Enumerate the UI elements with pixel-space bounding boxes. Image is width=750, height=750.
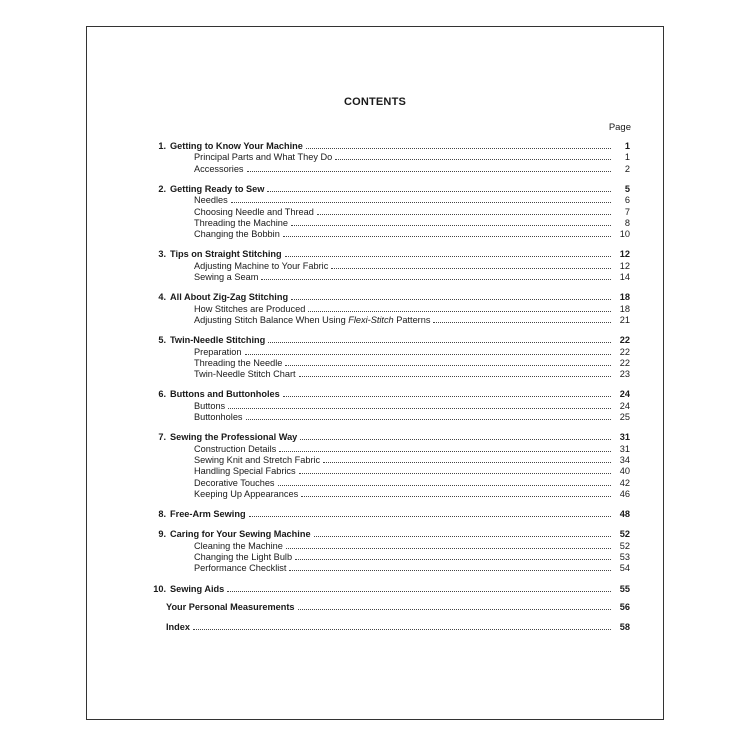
section-3-item-1-label: Adjusting Machine to Your Fabric bbox=[194, 260, 329, 271]
section-9-label: 9. Caring for Your Sewing Machine bbox=[158, 529, 311, 540]
section-3-number: 3. bbox=[158, 249, 166, 260]
dot-leader bbox=[283, 227, 611, 237]
dot-leader bbox=[291, 290, 611, 300]
extra-1-page: 56 bbox=[619, 602, 630, 613]
section-7-item-2 bbox=[194, 453, 630, 465]
section-5-item-3-page: 23 bbox=[619, 369, 630, 380]
section-7-page: 31 bbox=[619, 432, 630, 443]
section-9-item-1 bbox=[194, 539, 630, 551]
section-7-item-4-page: 42 bbox=[619, 477, 630, 488]
extra-2-label: Index bbox=[166, 622, 190, 633]
section-7-item-2-label: Sewing Knit and Stretch Fabric bbox=[194, 454, 321, 465]
dot-leader bbox=[295, 550, 611, 560]
document-page bbox=[86, 26, 664, 720]
page-column-header: Page bbox=[608, 122, 631, 133]
section-10 bbox=[153, 582, 630, 594]
section-4-label: 4. All About Zig-Zag Stitching bbox=[158, 292, 289, 303]
section-1-page: 1 bbox=[624, 141, 630, 151]
dot-leader bbox=[231, 193, 611, 203]
section-9-item-3-page: 54 bbox=[619, 563, 630, 574]
section-1-item-1-label: Principal Parts and What They Do bbox=[194, 152, 333, 163]
section-6 bbox=[158, 387, 630, 400]
section-6-item-1 bbox=[194, 399, 630, 411]
section-4-number: 4. bbox=[158, 292, 166, 303]
dot-leader bbox=[261, 270, 611, 280]
section-7 bbox=[158, 430, 630, 443]
dot-leader bbox=[291, 216, 611, 226]
section-4-item-2-page: 21 bbox=[619, 314, 630, 325]
section-3-item-2-label: Sewing a Seam bbox=[194, 272, 259, 282]
section-3-item-2 bbox=[194, 270, 630, 282]
section-4-item-1-page: 18 bbox=[619, 303, 630, 314]
dot-leader bbox=[317, 205, 611, 215]
section-1-item-2-page: 2 bbox=[624, 163, 630, 174]
section-2-item-4 bbox=[194, 227, 630, 239]
extra-1 bbox=[166, 600, 630, 612]
section-6-item-1-page: 24 bbox=[619, 400, 630, 411]
section-1-item-1 bbox=[194, 150, 630, 162]
dot-leader bbox=[298, 600, 612, 610]
dot-leader bbox=[286, 539, 611, 549]
section-2-item-1-label: Needles bbox=[194, 195, 228, 206]
section-1-item-1-page: 1 bbox=[624, 152, 630, 163]
section-2-page: 5 bbox=[624, 183, 630, 194]
dot-leader bbox=[335, 150, 611, 160]
section-6-item-2-page: 25 bbox=[619, 412, 630, 422]
section-6-page: 24 bbox=[619, 389, 630, 400]
section-8-page: 48 bbox=[619, 509, 630, 520]
section-7-item-3-page: 40 bbox=[619, 466, 630, 477]
section-1 bbox=[158, 139, 630, 151]
section-7-item-4-label: Decorative Touches bbox=[194, 477, 275, 488]
section-5-item-1 bbox=[194, 345, 630, 357]
dot-leader bbox=[278, 476, 611, 486]
section-5-item-2-label: Threading the Needle bbox=[194, 357, 283, 368]
section-8 bbox=[158, 507, 630, 520]
section-3-page: 12 bbox=[619, 249, 630, 260]
section-7-label: 7. Sewing the Professional Way bbox=[158, 432, 298, 443]
dot-leader bbox=[314, 527, 611, 537]
section-4-item-2 bbox=[194, 313, 630, 325]
dot-leader bbox=[228, 399, 611, 409]
section-5-item-3 bbox=[194, 367, 630, 379]
section-1-item-2 bbox=[194, 162, 630, 174]
section-7-item-3 bbox=[194, 464, 630, 476]
section-10-label: 10. Sewing Aids bbox=[153, 583, 225, 594]
section-7-number: 7. bbox=[158, 432, 166, 443]
section-9-item-2-page: 53 bbox=[619, 552, 630, 562]
dot-leader bbox=[433, 313, 611, 323]
section-2-item-1-page: 6 bbox=[624, 195, 630, 206]
section-1-label: 1. Getting to Know Your Machine bbox=[158, 141, 303, 151]
section-3-item-2-page: 14 bbox=[619, 272, 630, 282]
dot-leader bbox=[306, 139, 611, 149]
section-7-item-1 bbox=[194, 442, 630, 454]
section-3-item-1-page: 12 bbox=[619, 260, 630, 271]
section-10-page: 55 bbox=[619, 583, 630, 594]
section-7-item-1-label: Construction Details bbox=[194, 443, 277, 454]
section-7-item-1-page: 31 bbox=[619, 443, 630, 454]
section-4-item-1 bbox=[194, 302, 630, 314]
section-2-item-3-page: 8 bbox=[624, 217, 630, 228]
section-9-page: 52 bbox=[619, 529, 630, 540]
dot-leader bbox=[279, 442, 611, 452]
section-8-number: 8. bbox=[158, 509, 166, 520]
section-9-item-2-label: Changing the Light Bulb bbox=[194, 552, 293, 562]
section-4-item-2-label: Adjusting Stitch Balance When Using Flexi-Stitch Patterns bbox=[194, 314, 431, 325]
section-5 bbox=[158, 333, 630, 346]
extra-2 bbox=[166, 620, 630, 632]
dot-leader bbox=[245, 345, 612, 355]
section-4-item-1-label: How Stitches are Produced bbox=[194, 303, 306, 314]
section-1-number: 1. bbox=[158, 141, 166, 151]
dot-leader bbox=[247, 162, 611, 172]
section-7-item-2-page: 34 bbox=[619, 454, 630, 465]
dot-leader bbox=[227, 582, 611, 592]
section-5-item-2 bbox=[194, 356, 630, 368]
dot-leader bbox=[285, 247, 611, 257]
extra-2-page: 58 bbox=[619, 622, 630, 633]
section-8-label: 8. Free-Arm Sewing bbox=[158, 509, 246, 520]
section-9-item-2 bbox=[194, 550, 630, 562]
section-2-item-1 bbox=[194, 193, 630, 205]
section-6-number: 6. bbox=[158, 389, 166, 400]
section-5-label: 5. Twin-Needle Stitching bbox=[158, 335, 266, 346]
dot-leader bbox=[267, 182, 611, 192]
dot-leader bbox=[301, 487, 611, 497]
section-2-number: 2. bbox=[158, 183, 166, 194]
section-5-item-3-label: Twin-Needle Stitch Chart bbox=[194, 369, 296, 380]
section-9-item-3 bbox=[194, 561, 630, 573]
section-9-item-3-label: Performance Checklist bbox=[194, 563, 287, 574]
section-6-label: 6. Buttons and Buttonholes bbox=[158, 389, 280, 400]
section-7-item-4 bbox=[194, 476, 630, 488]
section-9 bbox=[158, 527, 630, 540]
extra-1-label: Your Personal Measurements bbox=[166, 602, 295, 613]
section-5-item-1-page: 22 bbox=[619, 346, 630, 357]
section-2 bbox=[158, 182, 630, 194]
dot-leader bbox=[299, 367, 611, 377]
section-2-item-3-label: Threading the Machine bbox=[194, 217, 288, 228]
section-2-item-4-page: 10 bbox=[619, 229, 630, 240]
section-6-item-1-label: Buttons bbox=[194, 400, 226, 411]
section-6-item-2-label: Buttonholes bbox=[194, 412, 243, 422]
section-7-item-5 bbox=[194, 487, 630, 499]
dot-leader bbox=[300, 430, 611, 440]
dot-leader bbox=[331, 259, 611, 269]
dot-leader bbox=[308, 302, 611, 312]
section-2-label: 2. Getting Ready to Sew bbox=[158, 183, 265, 194]
section-1-item-2-label: Accessories bbox=[194, 163, 244, 174]
section-9-item-1-page: 52 bbox=[619, 540, 630, 551]
section-7-item-5-page: 46 bbox=[619, 488, 630, 499]
section-4-page: 18 bbox=[619, 292, 630, 303]
dot-leader bbox=[246, 410, 611, 420]
section-4 bbox=[158, 290, 630, 303]
section-5-item-2-page: 22 bbox=[619, 357, 630, 368]
section-5-number: 5. bbox=[158, 335, 166, 346]
section-2-item-2-label: Choosing Needle and Thread bbox=[194, 206, 314, 217]
section-5-page: 22 bbox=[619, 335, 630, 346]
dot-leader bbox=[299, 464, 611, 474]
section-9-item-1-label: Cleaning the Machine bbox=[194, 540, 283, 551]
section-10-number: 10. bbox=[153, 583, 166, 594]
dot-leader bbox=[193, 620, 611, 630]
section-2-item-2-page: 7 bbox=[624, 206, 630, 217]
section-7-item-3-label: Handling Special Fabrics bbox=[194, 466, 296, 477]
section-2-item-2 bbox=[194, 205, 630, 217]
section-3-item-1 bbox=[194, 259, 630, 271]
dot-leader bbox=[283, 387, 611, 397]
section-6-item-2 bbox=[194, 410, 630, 422]
dot-leader bbox=[285, 356, 611, 366]
dot-leader bbox=[323, 453, 611, 463]
dot-leader bbox=[249, 507, 611, 517]
section-7-item-5-label: Keeping Up Appearances bbox=[194, 488, 299, 499]
contents-title: CONTENTS bbox=[343, 96, 407, 108]
section-9-number: 9. bbox=[158, 529, 166, 540]
section-2-item-4-label: Changing the Bobbin bbox=[194, 229, 280, 240]
section-3 bbox=[158, 247, 630, 260]
section-3-label: 3. Tips on Straight Stitching bbox=[158, 249, 282, 260]
dot-leader bbox=[268, 333, 611, 343]
section-5-item-1-label: Preparation bbox=[194, 346, 242, 357]
section-2-item-3 bbox=[194, 216, 630, 228]
dot-leader bbox=[289, 561, 611, 571]
